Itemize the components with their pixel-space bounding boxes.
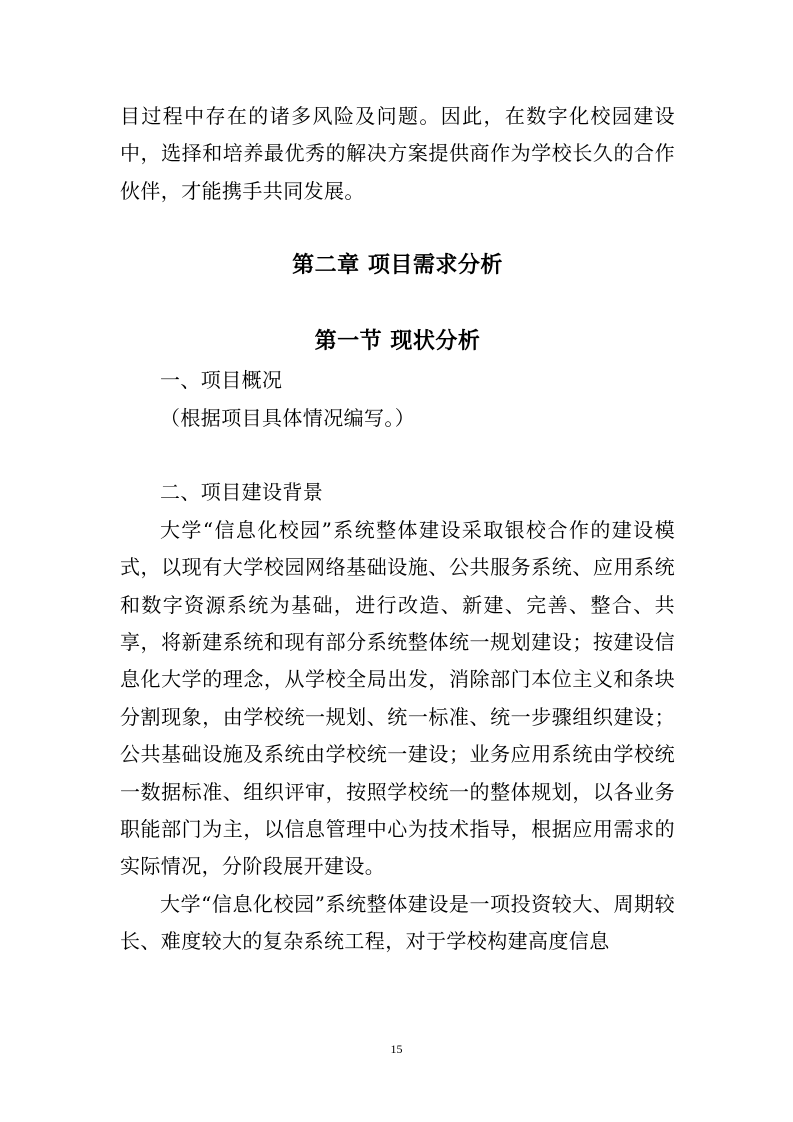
- spacer: [120, 286, 675, 322]
- body-paragraph-2: 大学“信息化校园”系统整体建设是一项投资较大、周期较长、难度较大的复杂系统工程，对于学校构建高度信息: [120, 891, 675, 954]
- page-number: 15: [390, 1042, 403, 1056]
- intro-paragraph: 目过程中存在的诸多风险及问题。因此，在数字化校园建设中，选择和培养最优秀的解决方案提供商作为学校长久的合作伙伴，才能携手共同发展。: [120, 104, 675, 203]
- subsection-1-note: （根据项目具体情况编写。）: [160, 405, 416, 430]
- chapter-title: 第二章 项目需求分析: [292, 253, 503, 279]
- body-paragraph-1: 大学“信息化校园”系统整体建设采取银校合作的建设模式，以现有大学校园网络基础设施、公共服务系统、应用系统和数字资源系统为基础，进行改造、新建、完善、整合、共享，将新建系统和现有部分系统整体统一规划建设；按建设信息化大学的理念，从学校全局出发，消除部门本位主义和条块分割现象，由学校统一规划、统一标准、统一步骤组织建设；公共基础设施及系统由学校统一建设；业务应用系统由学校统一数据标准、组织评审，按照学校统一的整体规划，以各业务职能部门为主，以信息管理中心为技术指导，根据应用需求的实际情况，分阶段展开建设。: [120, 517, 675, 879]
- subsection-1-heading: 一、项目概况: [160, 368, 283, 393]
- spacer: [120, 437, 675, 474]
- spacer: [120, 210, 675, 246]
- section-title: 第一节 现状分析: [314, 329, 481, 355]
- page-content: [120, 98, 675, 961]
- subsection-2-heading: 二、项目建设背景: [160, 480, 324, 505]
